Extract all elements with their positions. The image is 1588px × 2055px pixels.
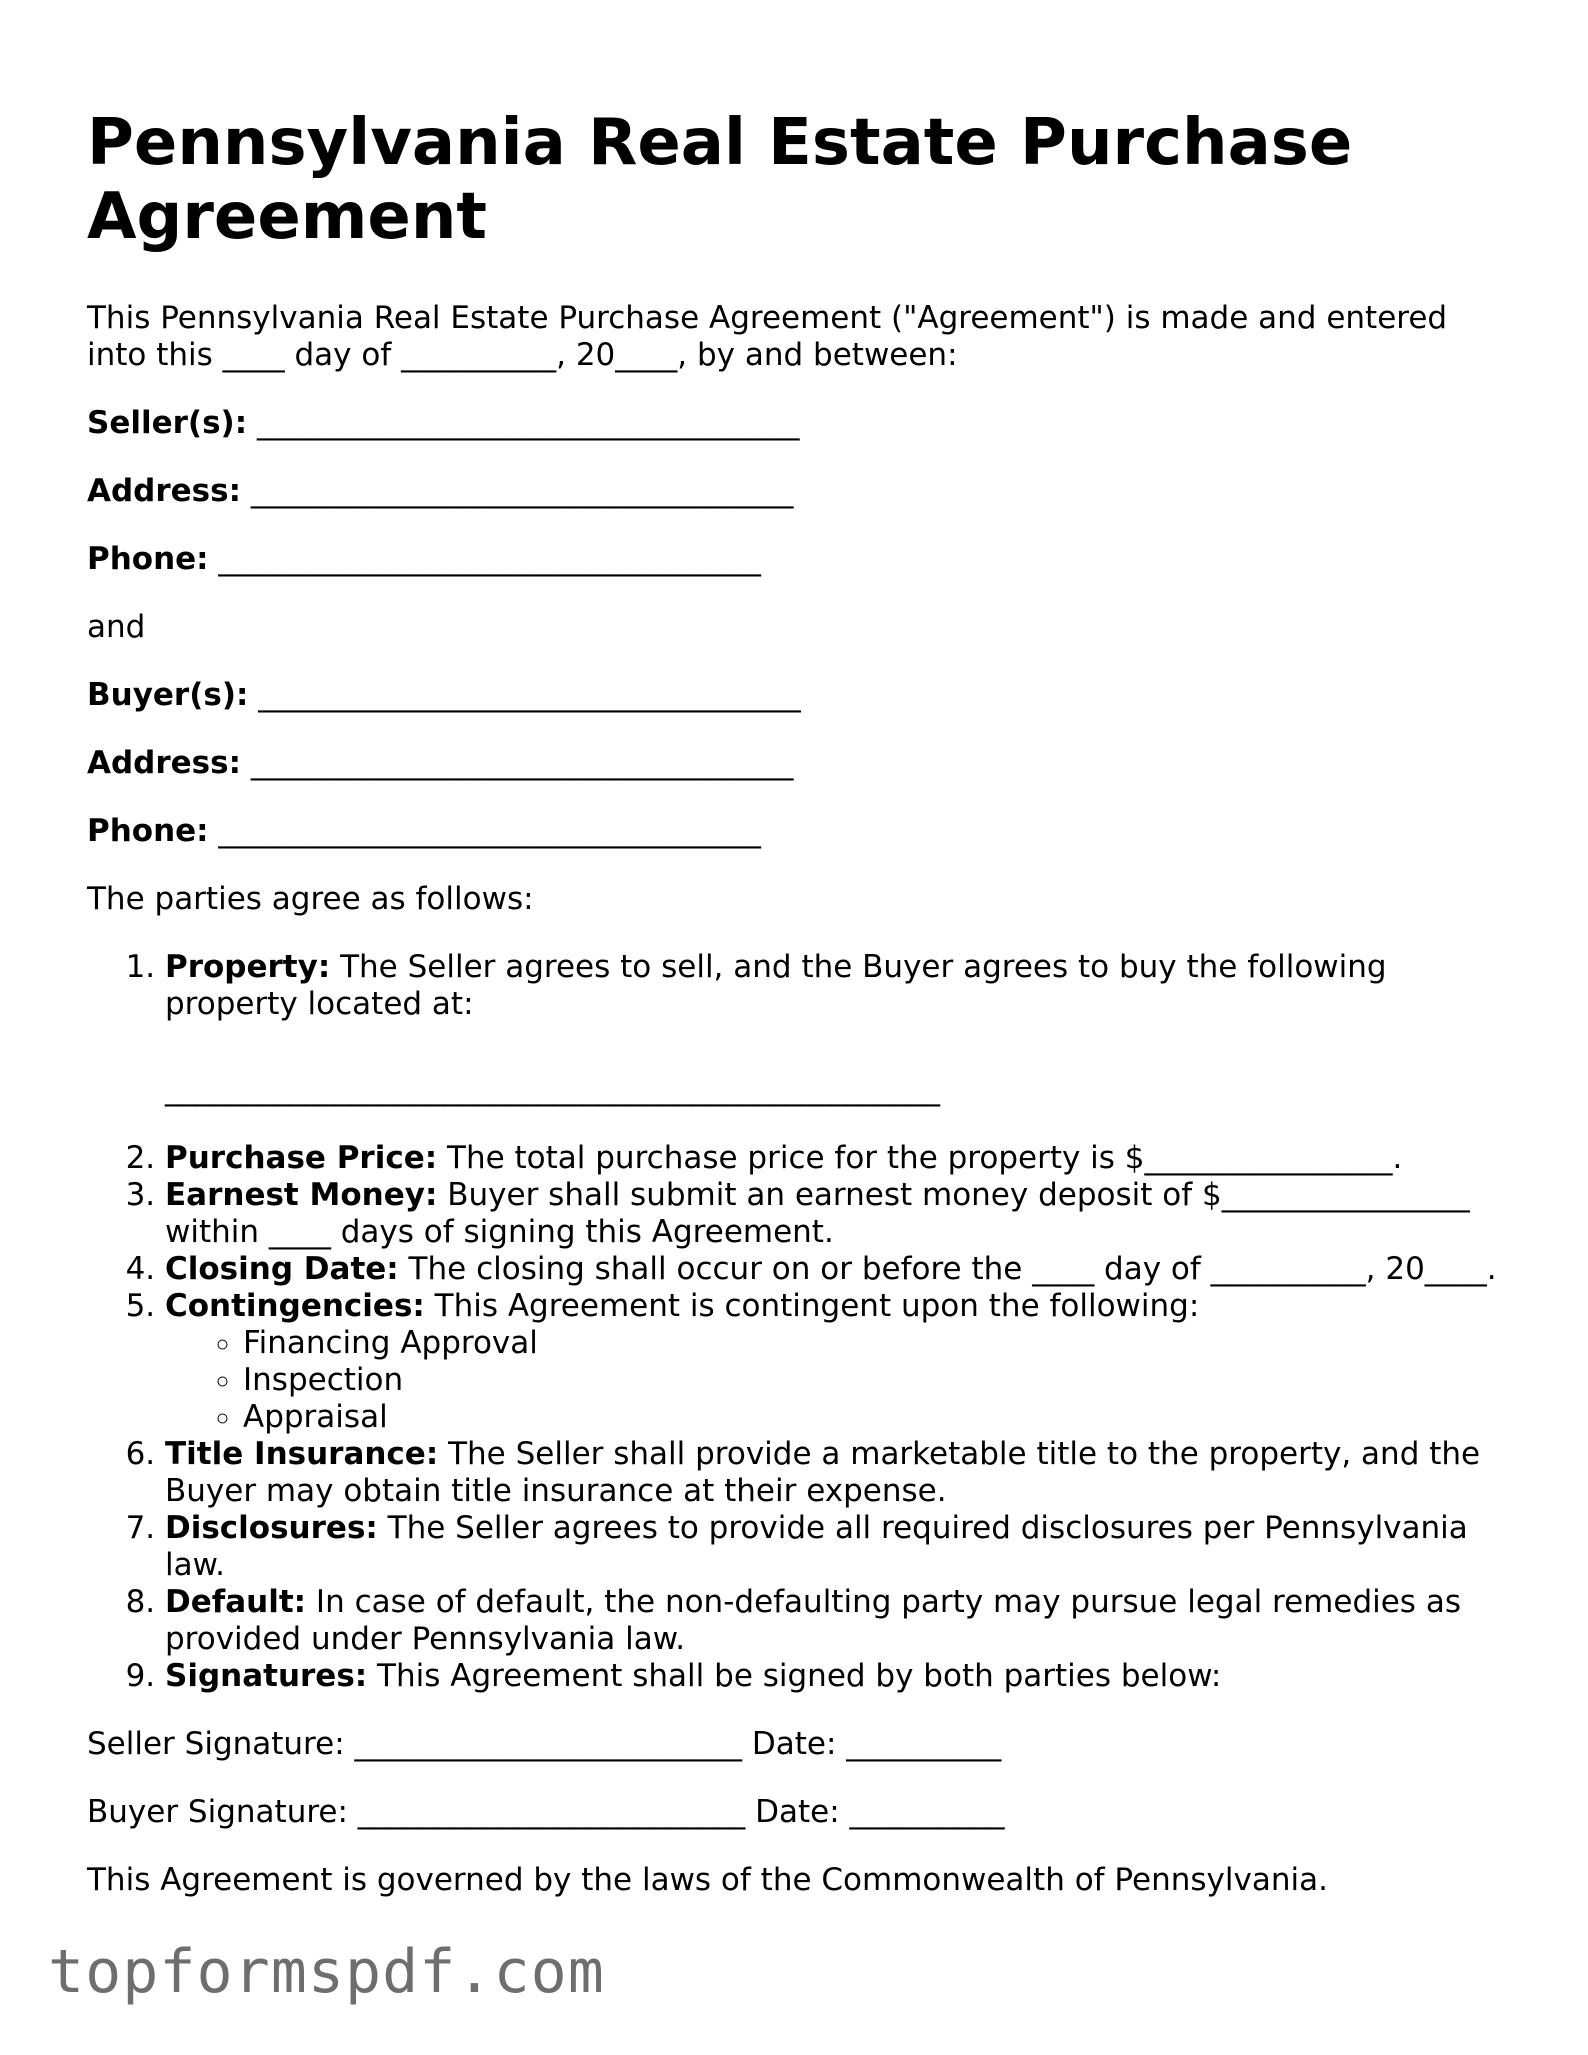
seller-section <box>87 405 1507 578</box>
term-label: Purchase Price: <box>165 1140 438 1176</box>
term-text: This Agreement shall be signed by both parties below: <box>367 1658 1222 1694</box>
buyer-phone-label: Phone: <box>87 813 209 849</box>
seller-address-label: Address: <box>87 473 241 509</box>
contingency-list <box>165 1325 1507 1436</box>
term-default <box>165 1584 1507 1658</box>
document-page <box>87 106 1507 1930</box>
term-text: The Seller shall provide a marketable title to the property, and the Buyer may obtain title insurance at their expense. <box>165 1436 1481 1509</box>
contingency-item: ◦ Financing Approval <box>243 1325 1507 1362</box>
seller-name-label: Seller(s): <box>87 405 248 441</box>
seller-name-line <box>87 405 1507 442</box>
term-disclosures <box>165 1510 1507 1584</box>
seller-address-blank: ___________________________________ <box>241 473 794 509</box>
seller-phone-line <box>87 541 1507 578</box>
property-address-blank: __________________________________________________ <box>165 1071 940 1107</box>
term-label: Contingencies: <box>165 1288 425 1324</box>
term-label: Earnest Money: <box>165 1177 438 1213</box>
contingency-item: ◦ Inspection <box>243 1362 1507 1399</box>
buyer-name-line <box>87 677 1507 714</box>
term-purchase-price <box>165 1140 1507 1177</box>
term-text: This Agreement is contingent upon the following: <box>424 1288 1200 1324</box>
buyer-address-line <box>87 745 1507 782</box>
buyer-section <box>87 677 1507 850</box>
seller-name-blank: ___________________________________ <box>247 405 800 441</box>
term-title-insurance <box>165 1436 1507 1510</box>
term-text: The closing shall occur on or before the ____ day of __________, 20____. <box>398 1251 1497 1287</box>
term-label: Property: <box>165 949 331 985</box>
buyer-name-blank: ___________________________________ <box>248 677 801 713</box>
term-property <box>165 949 1507 1108</box>
term-text: Buyer shall submit an earnest money deposit of $________________ within ____ days of signing this Agreement. <box>165 1177 1470 1250</box>
term-text: The Seller agrees to sell, and the Buyer agrees to buy the following property located at: <box>165 949 1387 1022</box>
seller-signature-line: Seller Signature: _________________________ Date: __________ <box>87 1726 1002 1762</box>
terms-list <box>87 949 1507 1695</box>
term-contingencies <box>165 1288 1507 1436</box>
term-text: The total purchase price for the property is $________________. <box>437 1140 1403 1176</box>
term-closing-date <box>165 1251 1507 1288</box>
watermark-text: topformspdf.com <box>48 1937 605 2007</box>
term-text: The Seller agrees to provide all required disclosures per Pennsylvania law. <box>165 1510 1468 1583</box>
buyer-phone-blank: ___________________________________ <box>208 813 761 849</box>
governing-law-text: This Agreement is governed by the laws of the Commonwealth of Pennsylvania. <box>87 1862 1328 1898</box>
contingency-item: ◦ Appraisal <box>243 1399 1507 1436</box>
seller-address-line <box>87 473 1507 510</box>
seller-phone-label: Phone: <box>87 541 209 577</box>
term-signatures <box>165 1658 1507 1695</box>
buyer-name-label: Buyer(s): <box>87 677 249 713</box>
term-label: Default: <box>165 1584 307 1620</box>
and-text: and <box>87 609 146 645</box>
buyer-signature-line: Buyer Signature: _________________________ Date: __________ <box>87 1794 1005 1830</box>
term-label: Closing Date: <box>165 1251 399 1287</box>
term-label: Title Insurance: <box>165 1436 439 1472</box>
intro-paragraph: This Pennsylvania Real Estate Purchase Agreement ("Agreement") is made and entered into this ____ day of __________, 20____, by and between: <box>87 300 1448 373</box>
document-title: Pennsylvania Real Estate Purchase Agreement <box>87 106 1353 254</box>
parties-agree-text: The parties agree as follows: <box>87 881 534 917</box>
term-earnest-money <box>165 1177 1507 1251</box>
buyer-phone-line <box>87 813 1507 850</box>
buyer-address-label: Address: <box>87 745 241 781</box>
buyer-address-blank: ___________________________________ <box>241 745 794 781</box>
term-text: In case of default, the non-defaulting party may pursue legal remedies as provided under Pennsylvania law. <box>165 1584 1461 1657</box>
term-label: Signatures: <box>165 1658 368 1694</box>
term-label: Disclosures: <box>165 1510 378 1546</box>
seller-phone-blank: ___________________________________ <box>208 541 761 577</box>
